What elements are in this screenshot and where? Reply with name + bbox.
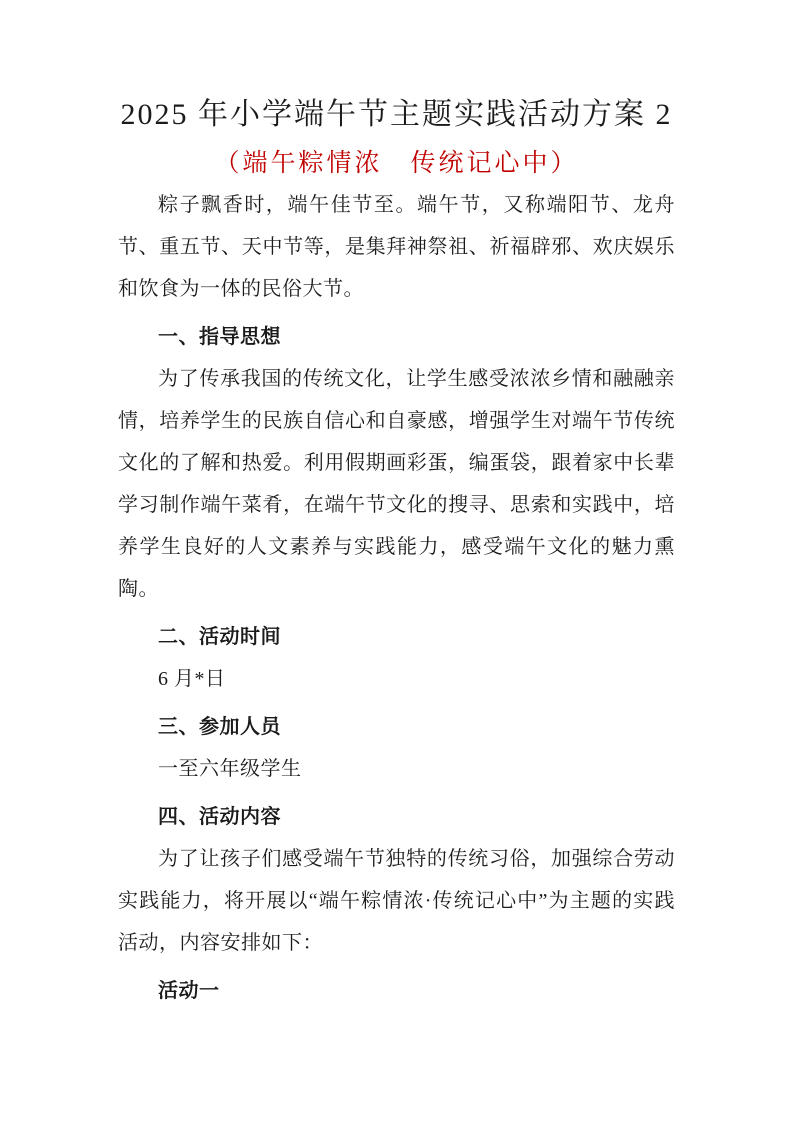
section-body-participants: 一至六年级学生 xyxy=(158,758,302,780)
section-heading-activity-time: 二、活动时间 xyxy=(158,626,281,648)
section-body-activity-content: 为了让孩子们感受端午节独特的传统习俗，加强综合劳动实践能力，将开展以“端午粽情浓·传统记心中”为主题的实践活动，内容安排如下： xyxy=(118,848,675,954)
section-body-guiding-ideology: 为了传承我国的传统文化，让学生感受浓浓乡情和融融亲情，培养学生的民族自信心和自豪感，增强学生对端午节传统文化的了解和热爱。利用假期画彩蛋，编蛋袋，跟着家中长辈学习制作端午菜肴，在端午节文化的搜寻、思索和实践中，培养学生良好的人文素养与实践能力，感受端午文化的魅力熏陶。 xyxy=(118,368,675,600)
document-title: 2025 年小学端午节主题实践活动方案 2 xyxy=(120,98,673,131)
section-heading-activity-content: 四、活动内容 xyxy=(158,806,281,828)
section-heading-participants: 三、参加人员 xyxy=(158,716,281,738)
section-heading-activity-one: 活动一 xyxy=(158,980,220,1002)
intro-paragraph: 粽子飘香时，端午佳节至。端午节，又称端阳节、龙舟节、重五节、天中节等，是集拜神祭祖、祈福辟邪、欢庆娱乐和饮食为一体的民俗大节。 xyxy=(118,194,675,300)
document-subtitle: （端午粽情浓 传统记心中） xyxy=(214,150,579,177)
section-heading-guiding-ideology: 一、指导思想 xyxy=(158,326,281,348)
section-body-activity-time: 6 月*日 xyxy=(158,668,226,690)
